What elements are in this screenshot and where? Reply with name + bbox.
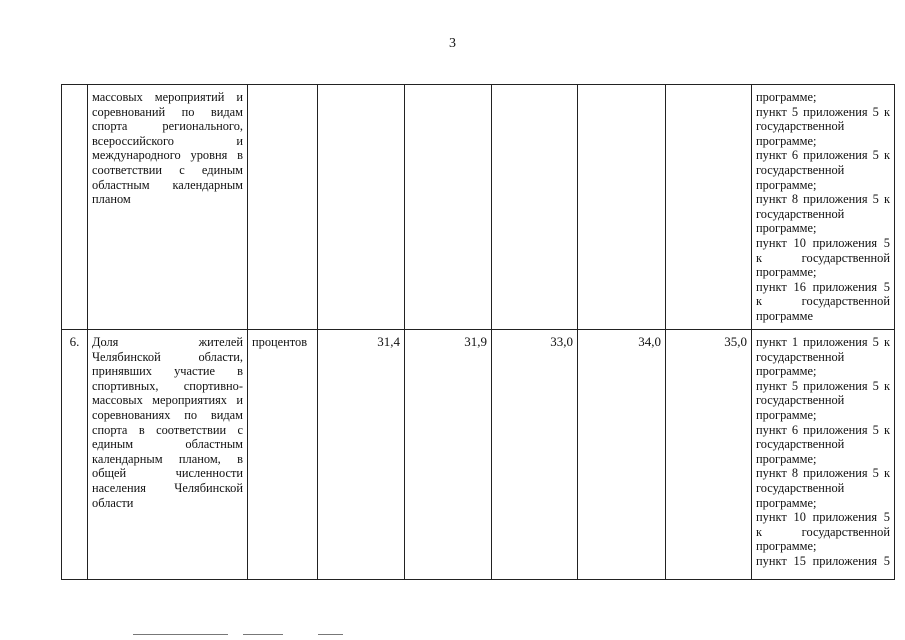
indicator-name-line: принявших участие в <box>92 364 243 379</box>
reference-line: программе; <box>756 177 817 192</box>
reference-line: пункт 8 приложения 5 к <box>756 192 890 207</box>
value-cell <box>666 85 752 330</box>
value-cell <box>318 85 405 330</box>
table-row <box>62 85 895 330</box>
reference-line: программе; <box>756 539 817 554</box>
reference-line: программе; <box>756 90 817 104</box>
reference-line: к государственной <box>756 294 890 309</box>
reference-line: программе; <box>756 133 817 148</box>
indicator-name-line: соревнованиях по видам <box>92 407 243 422</box>
value-cell: 35,0 <box>666 330 752 580</box>
value-cell: 33,0 <box>492 330 578 580</box>
reference-cell <box>752 330 895 580</box>
reference-line: программе; <box>756 495 817 510</box>
reference-line: к государственной <box>756 524 890 539</box>
indicator-name-line: международного уровня в <box>92 148 243 163</box>
reference-line: государственной <box>756 206 845 221</box>
table-row <box>62 330 895 580</box>
row-number: 6. <box>62 330 88 580</box>
reference-line: государственной <box>756 349 845 364</box>
indicator-name-line: спортивных, спортивно- <box>92 378 243 393</box>
unit-cell <box>248 85 318 330</box>
reference-line: программе; <box>756 265 817 280</box>
reference-line: государственной <box>756 119 845 134</box>
unit-cell: процентов <box>248 330 318 580</box>
indicator-name-line: спорта регионального, <box>92 119 243 134</box>
reference-line: пункт 15 приложения 5 <box>756 553 890 568</box>
value-cell: 31,9 <box>405 330 492 580</box>
indicators-table <box>61 84 895 580</box>
value-cell <box>492 85 578 330</box>
indicator-name-line: календарным планом, в <box>92 451 243 466</box>
reference-line: государственной <box>756 437 845 452</box>
indicator-name <box>88 85 248 330</box>
row-number <box>62 85 88 330</box>
indicator-name-line: единым областным <box>92 437 243 452</box>
value-cell: 31,4 <box>318 330 405 580</box>
reference-line: программе; <box>756 451 817 466</box>
reference-line: программе; <box>756 407 817 422</box>
indicator-name-line: всероссийского и <box>92 133 243 148</box>
reference-line: пункт 10 приложения 5 <box>756 235 890 250</box>
value-cell <box>405 85 492 330</box>
indicator-name-line: общей численности <box>92 466 243 481</box>
indicator-name <box>88 330 248 580</box>
indicator-name-line: массовых мероприятий и <box>92 90 243 104</box>
value-cell <box>578 85 666 330</box>
indicator-name-line: Доля жителей <box>92 335 243 349</box>
indicator-name-line: спорта в соответствии с <box>92 422 243 437</box>
reference-cell <box>752 85 895 330</box>
indicator-name-line: планом <box>92 192 131 207</box>
page-number: 3 <box>449 36 456 51</box>
reference-line: пункт 16 приложения 5 <box>756 279 890 294</box>
reference-line: пункт 5 приложения 5 к <box>756 104 890 119</box>
indicator-name-line: населения Челябинской <box>92 480 243 495</box>
reference-line: пункт 5 приложения 5 к <box>756 378 890 393</box>
reference-line: программе; <box>756 221 817 236</box>
reference-line: программе <box>756 308 813 323</box>
reference-line: пункт 10 приложения 5 <box>756 510 890 525</box>
reference-line: к государственной <box>756 250 890 265</box>
reference-line: государственной <box>756 393 845 408</box>
indicator-name-line: соответствии с единым <box>92 162 243 177</box>
value-cell: 34,0 <box>578 330 666 580</box>
reference-line: пункт 1 приложения 5 к <box>756 335 890 349</box>
reference-line: пункт 6 приложения 5 к <box>756 422 890 437</box>
reference-line: государственной <box>756 480 845 495</box>
reference-line: пункт 6 приложения 5 к <box>756 148 890 163</box>
reference-line: программе; <box>756 364 817 379</box>
indicator-name-line: областным календарным <box>92 177 243 192</box>
indicator-name-line: массовых мероприятиях и <box>92 393 243 408</box>
reference-line: пункт 8 приложения 5 к <box>756 466 890 481</box>
reference-line: государственной <box>756 162 845 177</box>
indicator-name-line: Челябинской области, <box>92 349 243 364</box>
indicator-name-line: соревнований по видам <box>92 104 243 119</box>
footer-rule <box>133 634 343 636</box>
indicator-name-line: области <box>92 495 134 510</box>
